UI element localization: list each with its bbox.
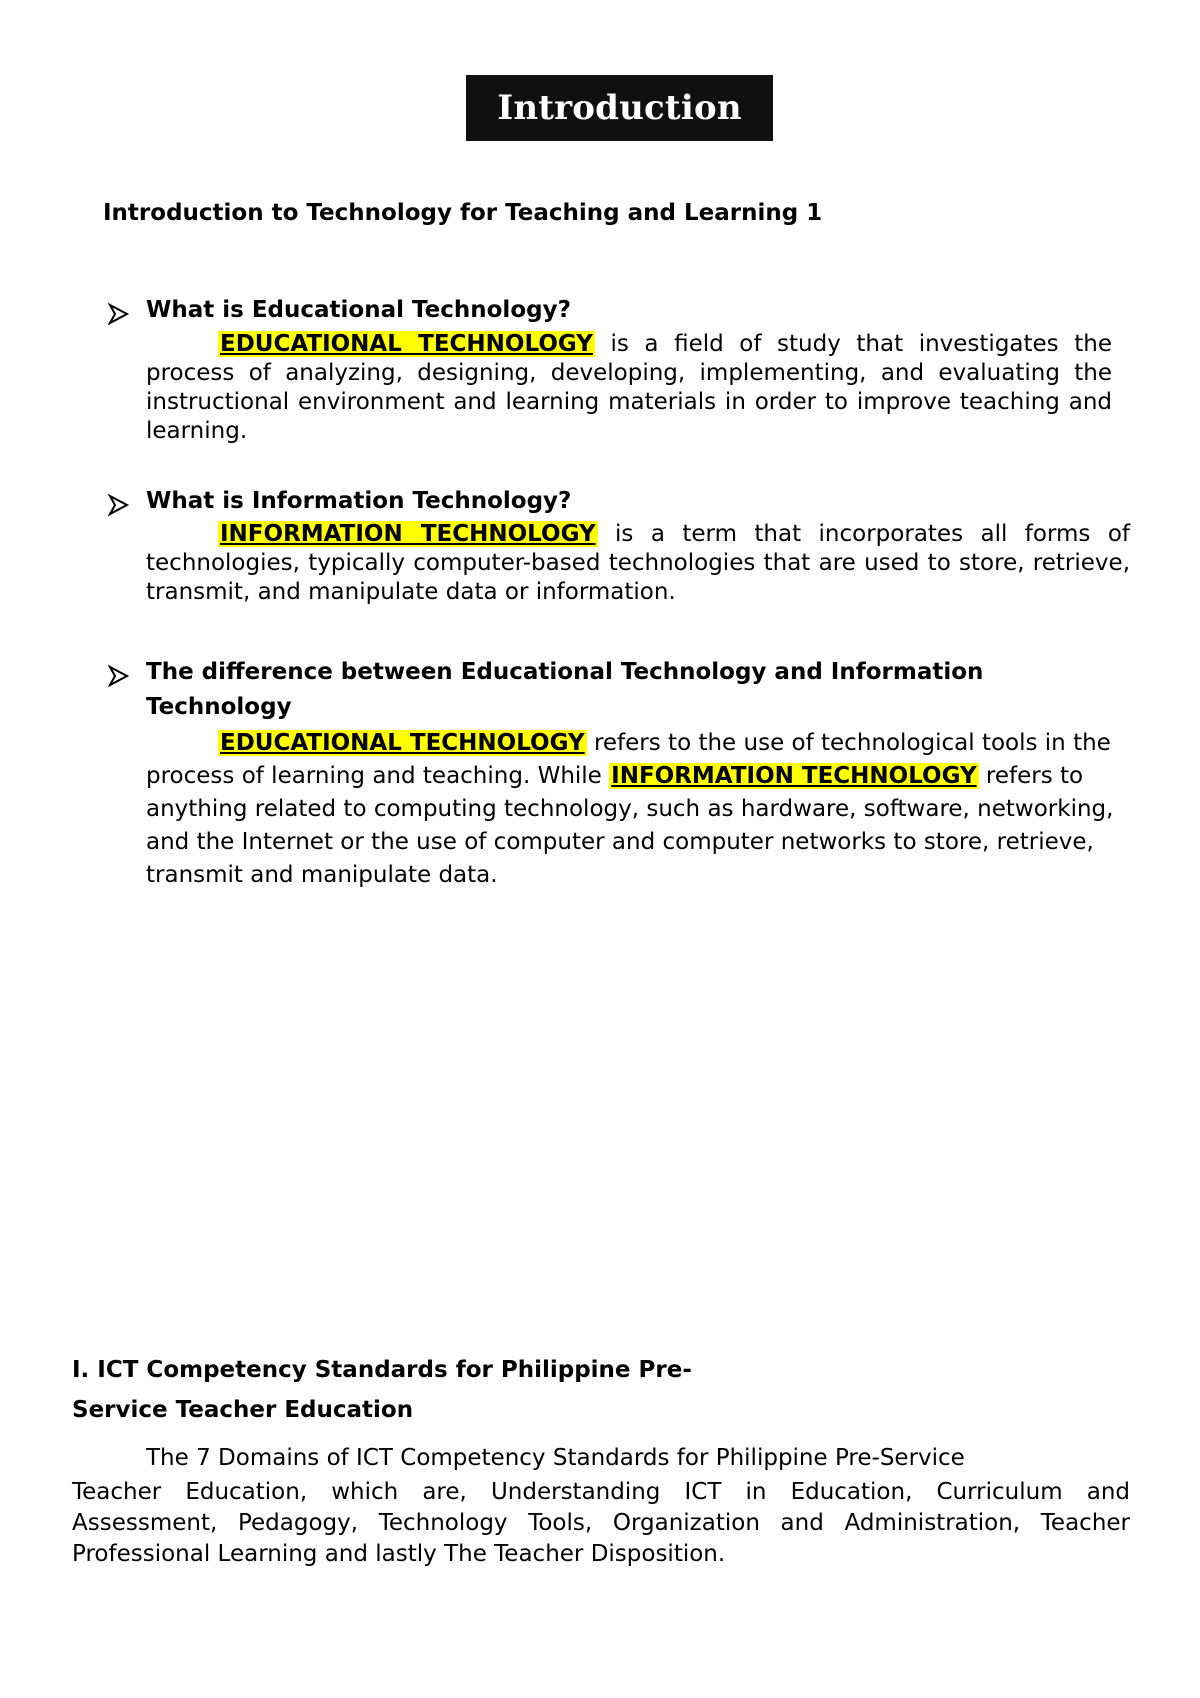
section-heading-information-technology: What is Information Technology? bbox=[146, 488, 572, 514]
definition-text: is a term that incorporates all forms of technologies, typically computer-based technologies that are used to store, retrieve, transmit, and manipulate data or information. bbox=[146, 521, 1130, 605]
body-text: refers to the use of technological tools in the process of learning and teaching. While bbox=[146, 730, 1111, 789]
body-text: refers to anything related to computing technology, such as hardware, software, networking, and the Internet or the use of computer and computer networks to store, retrieve, transmit and manipulate data. bbox=[146, 763, 1114, 888]
section-heading-educational-technology: What is Educational Technology? bbox=[146, 297, 571, 323]
highlighted-term: EDUCATIONAL TECHNOLOGY bbox=[220, 331, 593, 357]
arrowhead-bullet-icon bbox=[108, 302, 130, 326]
ict-section-title-line2: Service Teacher Education bbox=[72, 1397, 414, 1423]
ict-paragraph-line1: The 7 Domains of ICT Competency Standards for Philippine Pre-Service bbox=[146, 1445, 965, 1471]
section-body-educational-technology bbox=[146, 330, 1112, 446]
section-body-difference bbox=[146, 727, 1130, 892]
section-heading-difference-line2: Technology bbox=[146, 694, 292, 720]
highlighted-term: EDUCATIONAL TECHNOLOGY bbox=[220, 730, 585, 756]
ict-paragraph: Teacher Education, which are, Understanding ICT in Education, Curriculum and Assessment, Pedagogy, Technology Tools, Organization and Administration, Teacher Professional Learning and lastly The Teacher Disposition. bbox=[72, 1479, 1130, 1567]
section-heading-difference: The difference between Educational Technology and Information bbox=[146, 659, 984, 685]
highlighted-term: INFORMATION TECHNOLOGY bbox=[611, 763, 977, 789]
arrowhead-bullet-icon bbox=[108, 664, 130, 688]
arrowhead-bullet-icon bbox=[108, 493, 130, 517]
ict-section-title: I. ICT Competency Standards for Philippine Pre- bbox=[72, 1357, 692, 1383]
course-title: Introduction to Technology for Teaching and Learning 1 bbox=[103, 200, 823, 226]
page-title: Introduction bbox=[466, 75, 773, 141]
section-body-information-technology bbox=[146, 520, 1130, 607]
definition-text: is a field of study that investigates the process of analyzing, designing, developing, implementing, and evaluating the instructional environment and learning materials in order to improve teaching and learning. bbox=[146, 331, 1112, 444]
highlighted-term: INFORMATION TECHNOLOGY bbox=[220, 521, 596, 547]
